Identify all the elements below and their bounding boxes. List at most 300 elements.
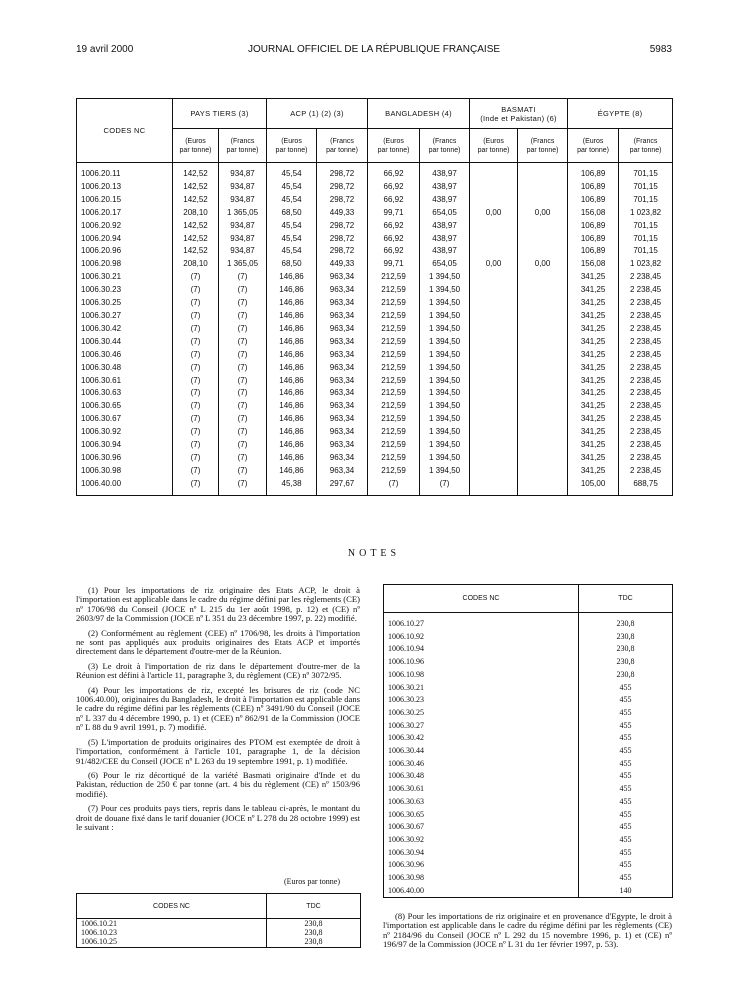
table-row [77, 258, 673, 271]
table-row [77, 194, 673, 207]
value-cell: 212,59 [368, 310, 420, 323]
table-row [384, 720, 673, 733]
tdc-cell: 230,8 [616, 631, 635, 641]
value-cell: 142,52 [173, 245, 219, 258]
value-cell: 298,72 [317, 220, 368, 233]
value-cell: 701,15 [619, 245, 673, 258]
value-cell: 146,86 [267, 284, 317, 297]
value-cell: 212,59 [368, 387, 420, 400]
value-cell: 438,97 [420, 194, 470, 207]
value-cell [470, 375, 518, 388]
value-cell: 2 238,45 [619, 362, 673, 375]
value-cell: 701,15 [619, 194, 673, 207]
value-cell: 701,15 [619, 220, 673, 233]
value-cell: 963,34 [317, 400, 368, 413]
note-paragraph: (7) Pour ces produits pays tiers, repris dans le tableau ci-après, le montant du droit de douane fixé dans le tarif douanier (JOCE nº L 278 du 28 octobre 1999) est le suivant : [76, 803, 360, 832]
tdc-header: TDC [267, 894, 361, 919]
value-cell: 212,59 [368, 284, 420, 297]
value-cell: 1 394,50 [420, 362, 470, 375]
value-cell: 963,34 [317, 439, 368, 452]
tdc-cell: 455 [619, 847, 632, 857]
tdc-cell: 455 [619, 707, 632, 717]
value-cell [518, 349, 568, 362]
value-cell: 963,34 [317, 336, 368, 349]
tdc-cell: 230,8 [304, 928, 323, 938]
value-cell: 45,54 [267, 163, 317, 181]
value-cell [518, 387, 568, 400]
value-cell: (7) [219, 336, 267, 349]
value-cell: 1 394,50 [420, 349, 470, 362]
value-cell: 66,92 [368, 233, 420, 246]
table-row [77, 387, 673, 400]
tdc-cell: 230,8 [616, 644, 635, 654]
value-cell [518, 362, 568, 375]
value-cell: 963,34 [317, 297, 368, 310]
value-cell [518, 375, 568, 388]
tdc-cell: 455 [619, 873, 632, 883]
value-cell: 1 365,05 [219, 258, 267, 271]
value-cell [470, 400, 518, 413]
unit-francs-header: (Francs par tonne) [219, 129, 267, 163]
value-cell: 341,25 [568, 439, 619, 452]
value-cell: 2 238,45 [619, 323, 673, 336]
group-header: PAYS TIERS (3) [173, 99, 267, 129]
code-cell: 1006.30.96 [384, 859, 579, 872]
value-cell: 146,86 [267, 413, 317, 426]
table-row [77, 400, 673, 413]
tdc-cell: 455 [619, 733, 632, 743]
value-cell: (7) [219, 413, 267, 426]
table-row [77, 220, 673, 233]
value-cell: 934,87 [219, 245, 267, 258]
table-row [384, 783, 673, 796]
page-header [76, 44, 672, 58]
table-row [384, 745, 673, 758]
value-cell: 212,59 [368, 465, 420, 478]
value-cell: (7) [219, 271, 267, 284]
value-cell: 146,86 [267, 271, 317, 284]
value-cell: 963,34 [317, 349, 368, 362]
code-cell: 1006.30.63 [77, 387, 173, 400]
code-cell: 1006.30.65 [77, 400, 173, 413]
value-cell: (7) [219, 375, 267, 388]
table-row [77, 928, 361, 937]
value-cell: 963,34 [317, 310, 368, 323]
group-header: BASMATI (Inde et Pakistan) (6) [470, 99, 568, 129]
tdc-cell: 455 [619, 695, 632, 705]
value-cell [470, 478, 518, 495]
value-cell: 146,86 [267, 323, 317, 336]
value-cell [470, 362, 518, 375]
value-cell [518, 297, 568, 310]
issue-date: 19 avril 2000 [76, 44, 134, 55]
value-cell [518, 233, 568, 246]
table-row [384, 758, 673, 771]
value-cell: 146,86 [267, 452, 317, 465]
value-cell [470, 349, 518, 362]
table-row [384, 613, 673, 631]
unit-francs-header: (Francs par tonne) [317, 129, 368, 163]
value-cell: (7) [219, 439, 267, 452]
value-cell: (7) [173, 362, 219, 375]
code-cell: 1006.30.44 [77, 336, 173, 349]
value-cell: 146,86 [267, 426, 317, 439]
value-cell: 212,59 [368, 452, 420, 465]
value-cell [518, 426, 568, 439]
value-cell: 1 394,50 [420, 413, 470, 426]
value-cell: 2 238,45 [619, 310, 673, 323]
value-cell: 341,25 [568, 349, 619, 362]
value-cell: (7) [219, 465, 267, 478]
table-row [77, 181, 673, 194]
value-cell [518, 478, 568, 495]
value-cell: 156,08 [568, 207, 619, 220]
value-cell [518, 284, 568, 297]
value-cell: 142,52 [173, 220, 219, 233]
code-cell: 1006.20.11 [77, 163, 173, 181]
value-cell [470, 465, 518, 478]
code-cell: 1006.30.46 [384, 758, 579, 771]
value-cell: 341,25 [568, 400, 619, 413]
code-cell: 1006.40.00 [384, 885, 579, 898]
table-row [384, 885, 673, 898]
value-cell: 45,54 [267, 181, 317, 194]
value-cell: 2 238,45 [619, 271, 673, 284]
value-cell: 146,86 [267, 336, 317, 349]
value-cell [518, 413, 568, 426]
tdc-cell: 455 [619, 784, 632, 794]
value-cell: 106,89 [568, 163, 619, 181]
value-cell: 45,54 [267, 233, 317, 246]
value-cell [470, 284, 518, 297]
table-row [384, 669, 673, 682]
tdc-cell: 455 [619, 720, 632, 730]
code-cell: 1006.10.27 [384, 613, 579, 631]
table-row [77, 439, 673, 452]
table-row [384, 821, 673, 834]
code-cell: 1006.30.92 [77, 426, 173, 439]
value-cell [518, 400, 568, 413]
table-row [384, 770, 673, 783]
tdc-header: TDC [579, 585, 673, 613]
value-cell: (7) [173, 284, 219, 297]
table-row [77, 207, 673, 220]
value-cell: 0,00 [470, 207, 518, 220]
value-cell: (7) [173, 336, 219, 349]
value-cell: 298,72 [317, 245, 368, 258]
unit-euros-header: (Euros par tonne) [568, 129, 619, 163]
code-cell: 1006.30.48 [77, 362, 173, 375]
value-cell: 1 394,50 [420, 426, 470, 439]
value-cell: (7) [219, 323, 267, 336]
value-cell: 449,33 [317, 258, 368, 271]
value-cell: 654,05 [420, 258, 470, 271]
codes-nc-header: CODES NC [77, 99, 173, 163]
value-cell: (7) [219, 400, 267, 413]
codes-nc-header: CODES NC [384, 585, 579, 613]
tdc-cell: 455 [619, 682, 632, 692]
value-cell [518, 163, 568, 181]
value-cell: 341,25 [568, 271, 619, 284]
code-cell: 1006.30.23 [77, 284, 173, 297]
code-cell: 1006.30.42 [384, 732, 579, 745]
tdc-cell: 140 [619, 885, 632, 895]
value-cell: 654,05 [420, 207, 470, 220]
value-cell: 438,97 [420, 233, 470, 246]
note-paragraph: (4) Pour les importations de riz, excepté les brisures de riz (code NC 1006.40.00), originaires du Bangladesh, le droit à l'importation est applicable dans le cadre du régime défini par les règlements (CEE) nº 3491/90 du Conseil (JOCE nº L 337 du 4 décembre 1990, p. 1) et (CEE) nº 862/91 de la Commission (JOCE nº L 88 du 9 avril 1991, p. 7) modifié. [76, 684, 360, 733]
note-paragraph: (1) Pour les importations de riz originaire des Etats ACP, le droit à l'importation est applicable dans le cadre du régime défini par les règlements (CE) nº 1706/98 du Conseil (JOCE nº L 215 du 1er août 1998, p. 12) et (CE) nº 2603/97 de la Commission (JOCE nº L 351 du 23 décembre 1997, p. 22) modifié. [76, 585, 360, 624]
code-cell: 1006.30.21 [77, 271, 173, 284]
value-cell: 212,59 [368, 349, 420, 362]
code-cell: 1006.30.94 [384, 847, 579, 860]
note-8 [383, 912, 672, 950]
table-row [77, 465, 673, 478]
code-cell: 1006.10.92 [384, 631, 579, 644]
value-cell: 45,54 [267, 220, 317, 233]
group-header: ÉGYPTE (8) [568, 99, 673, 129]
value-cell: (7) [173, 375, 219, 388]
value-cell: 1 394,50 [420, 465, 470, 478]
table-row [384, 809, 673, 822]
value-cell: 1 394,50 [420, 452, 470, 465]
value-cell [470, 310, 518, 323]
code-cell: 1006.30.92 [384, 834, 579, 847]
code-cell: 1006.40.00 [77, 478, 173, 495]
value-cell: 106,89 [568, 245, 619, 258]
code-cell: 1006.30.46 [77, 349, 173, 362]
value-cell [518, 271, 568, 284]
value-cell [470, 233, 518, 246]
value-cell: (7) [173, 426, 219, 439]
value-cell: 963,34 [317, 271, 368, 284]
tdc-cell: 455 [619, 809, 632, 819]
value-cell: 341,25 [568, 465, 619, 478]
value-cell: 2 238,45 [619, 413, 673, 426]
table-row [384, 631, 673, 644]
table-row [77, 233, 673, 246]
value-cell: (7) [173, 297, 219, 310]
table-row [77, 245, 673, 258]
value-cell: 146,86 [267, 349, 317, 362]
value-cell: 212,59 [368, 323, 420, 336]
value-cell: 1 394,50 [420, 439, 470, 452]
unit-euros-header: (Euros par tonne) [173, 129, 219, 163]
value-cell: 963,34 [317, 387, 368, 400]
value-cell: 212,59 [368, 271, 420, 284]
value-cell: 298,72 [317, 163, 368, 181]
value-cell: 341,25 [568, 323, 619, 336]
tdc-table-left [76, 893, 361, 948]
value-cell: 341,25 [568, 375, 619, 388]
group-header: BANGLADESH (4) [368, 99, 470, 129]
value-cell: 146,86 [267, 297, 317, 310]
value-cell: 341,25 [568, 336, 619, 349]
value-cell: 963,34 [317, 323, 368, 336]
value-cell [518, 439, 568, 452]
value-cell: (7) [368, 478, 420, 495]
table-row [384, 682, 673, 695]
value-cell: 212,59 [368, 400, 420, 413]
table-row [384, 872, 673, 885]
value-cell [470, 439, 518, 452]
value-cell: 45,54 [267, 194, 317, 207]
value-cell: 1 394,50 [420, 336, 470, 349]
value-cell: 934,87 [219, 181, 267, 194]
tdc-cell: 230,8 [304, 937, 323, 947]
value-cell [518, 245, 568, 258]
code-cell: 1006.30.44 [384, 745, 579, 758]
value-cell: 341,25 [568, 413, 619, 426]
value-cell: 142,52 [173, 233, 219, 246]
value-cell [470, 452, 518, 465]
value-cell [470, 297, 518, 310]
value-cell: 2 238,45 [619, 439, 673, 452]
value-cell: 142,52 [173, 163, 219, 181]
value-cell [470, 323, 518, 336]
value-cell: 105,00 [568, 478, 619, 495]
value-cell: 66,92 [368, 194, 420, 207]
value-cell [518, 220, 568, 233]
code-cell: 1006.20.92 [77, 220, 173, 233]
value-cell: 701,15 [619, 163, 673, 181]
value-cell: 66,92 [368, 245, 420, 258]
code-cell: 1006.10.96 [384, 656, 579, 669]
value-cell [470, 387, 518, 400]
value-cell: 1 394,50 [420, 375, 470, 388]
value-cell: 341,25 [568, 297, 619, 310]
value-cell: 934,87 [219, 233, 267, 246]
value-cell: (7) [173, 349, 219, 362]
value-cell: 212,59 [368, 439, 420, 452]
value-cell [470, 181, 518, 194]
code-cell: 1006.30.42 [77, 323, 173, 336]
value-cell [518, 181, 568, 194]
tdc-table-right [383, 584, 673, 898]
tdc-cell: 455 [619, 796, 632, 806]
value-cell: 146,86 [267, 362, 317, 375]
unit-francs-header: (Francs par tonne) [518, 129, 568, 163]
value-cell: (7) [173, 413, 219, 426]
codes-nc-header: CODES NC [77, 894, 267, 919]
code-cell: 1006.30.27 [77, 310, 173, 323]
value-cell: 1 394,50 [420, 387, 470, 400]
value-cell: (7) [219, 452, 267, 465]
code-cell: 1006.30.96 [77, 452, 173, 465]
value-cell [470, 163, 518, 181]
value-cell: 701,15 [619, 181, 673, 194]
code-cell: 1006.20.17 [77, 207, 173, 220]
code-cell: 1006.10.98 [384, 669, 579, 682]
value-cell: 2 238,45 [619, 400, 673, 413]
tdc-cell: 455 [619, 771, 632, 781]
value-cell: 341,25 [568, 452, 619, 465]
note-paragraph: (5) L'importation de produits originaires des PTOM est exemptée de droit à l'importation, conformément à l'article 101, paragraphe 1, de la décision 91/482/CEE du Conseil (JOCE nº L 263 du 19 septembre 1991, p. 1) modifiée. [76, 736, 360, 766]
value-cell: (7) [219, 426, 267, 439]
value-cell: (7) [173, 465, 219, 478]
table-row [77, 478, 673, 495]
value-cell: 146,86 [267, 439, 317, 452]
value-cell: 2 238,45 [619, 452, 673, 465]
value-cell: 2 238,45 [619, 387, 673, 400]
value-cell: 212,59 [368, 413, 420, 426]
value-cell: 341,25 [568, 310, 619, 323]
unit-francs-header: (Francs par tonne) [420, 129, 470, 163]
value-cell: (7) [420, 478, 470, 495]
value-cell: 1 394,50 [420, 297, 470, 310]
value-cell: 2 238,45 [619, 284, 673, 297]
value-cell: (7) [219, 362, 267, 375]
value-cell: 156,08 [568, 258, 619, 271]
unit-euros-header: (Euros par tonne) [267, 129, 317, 163]
value-cell: (7) [219, 478, 267, 495]
value-cell: 688,75 [619, 478, 673, 495]
value-cell: 297,67 [317, 478, 368, 495]
value-cell: 45,54 [267, 245, 317, 258]
note-paragraph: (2) Conformément au règlement (CEE) nº 1706/98, les droits à l'importation ne sont pas appliqués aux produits originaires des Etats ACP et importés directement dans le département d'outre-mer de la Réunion. [76, 627, 360, 657]
table-row [77, 310, 673, 323]
value-cell: 963,34 [317, 284, 368, 297]
value-cell: 106,89 [568, 194, 619, 207]
code-cell: 1006.30.25 [384, 707, 579, 720]
value-cell: (7) [173, 478, 219, 495]
table-row [384, 694, 673, 707]
table-row [77, 297, 673, 310]
tdc-cell: 455 [619, 860, 632, 870]
value-cell [518, 310, 568, 323]
value-cell: 1 394,50 [420, 400, 470, 413]
value-cell: 298,72 [317, 181, 368, 194]
value-cell: 99,71 [368, 258, 420, 271]
value-cell [518, 336, 568, 349]
table-row [77, 323, 673, 336]
tdc-cell: 455 [619, 758, 632, 768]
value-cell: 212,59 [368, 336, 420, 349]
code-cell: 1006.10.25 [77, 937, 267, 947]
table-row [77, 426, 673, 439]
value-cell: 0,00 [470, 258, 518, 271]
value-cell: 1 394,50 [420, 310, 470, 323]
value-cell: 963,34 [317, 465, 368, 478]
value-cell: 341,25 [568, 362, 619, 375]
group-header: ACP (1) (2) (3) [267, 99, 368, 129]
value-cell: 146,86 [267, 375, 317, 388]
value-cell: 146,86 [267, 310, 317, 323]
value-cell: 449,33 [317, 207, 368, 220]
value-cell: 934,87 [219, 220, 267, 233]
code-cell: 1006.20.15 [77, 194, 173, 207]
value-cell: 701,15 [619, 233, 673, 246]
notes-column [76, 586, 360, 837]
value-cell [470, 245, 518, 258]
import-duty-table [76, 98, 673, 496]
code-cell: 1006.20.96 [77, 245, 173, 258]
code-cell: 1006.30.61 [77, 375, 173, 388]
value-cell: 934,87 [219, 194, 267, 207]
code-cell: 1006.20.13 [77, 181, 173, 194]
value-cell: 208,10 [173, 258, 219, 271]
table-row [77, 271, 673, 284]
value-cell: (7) [219, 297, 267, 310]
value-cell: (7) [173, 387, 219, 400]
tdc-unit-label: (Euros par tonne) [284, 877, 340, 886]
value-cell: 208,10 [173, 207, 219, 220]
value-cell [470, 220, 518, 233]
value-cell: 2 238,45 [619, 465, 673, 478]
table-row [77, 284, 673, 297]
table-row [77, 413, 673, 426]
value-cell: (7) [173, 400, 219, 413]
value-cell: 0,00 [518, 207, 568, 220]
